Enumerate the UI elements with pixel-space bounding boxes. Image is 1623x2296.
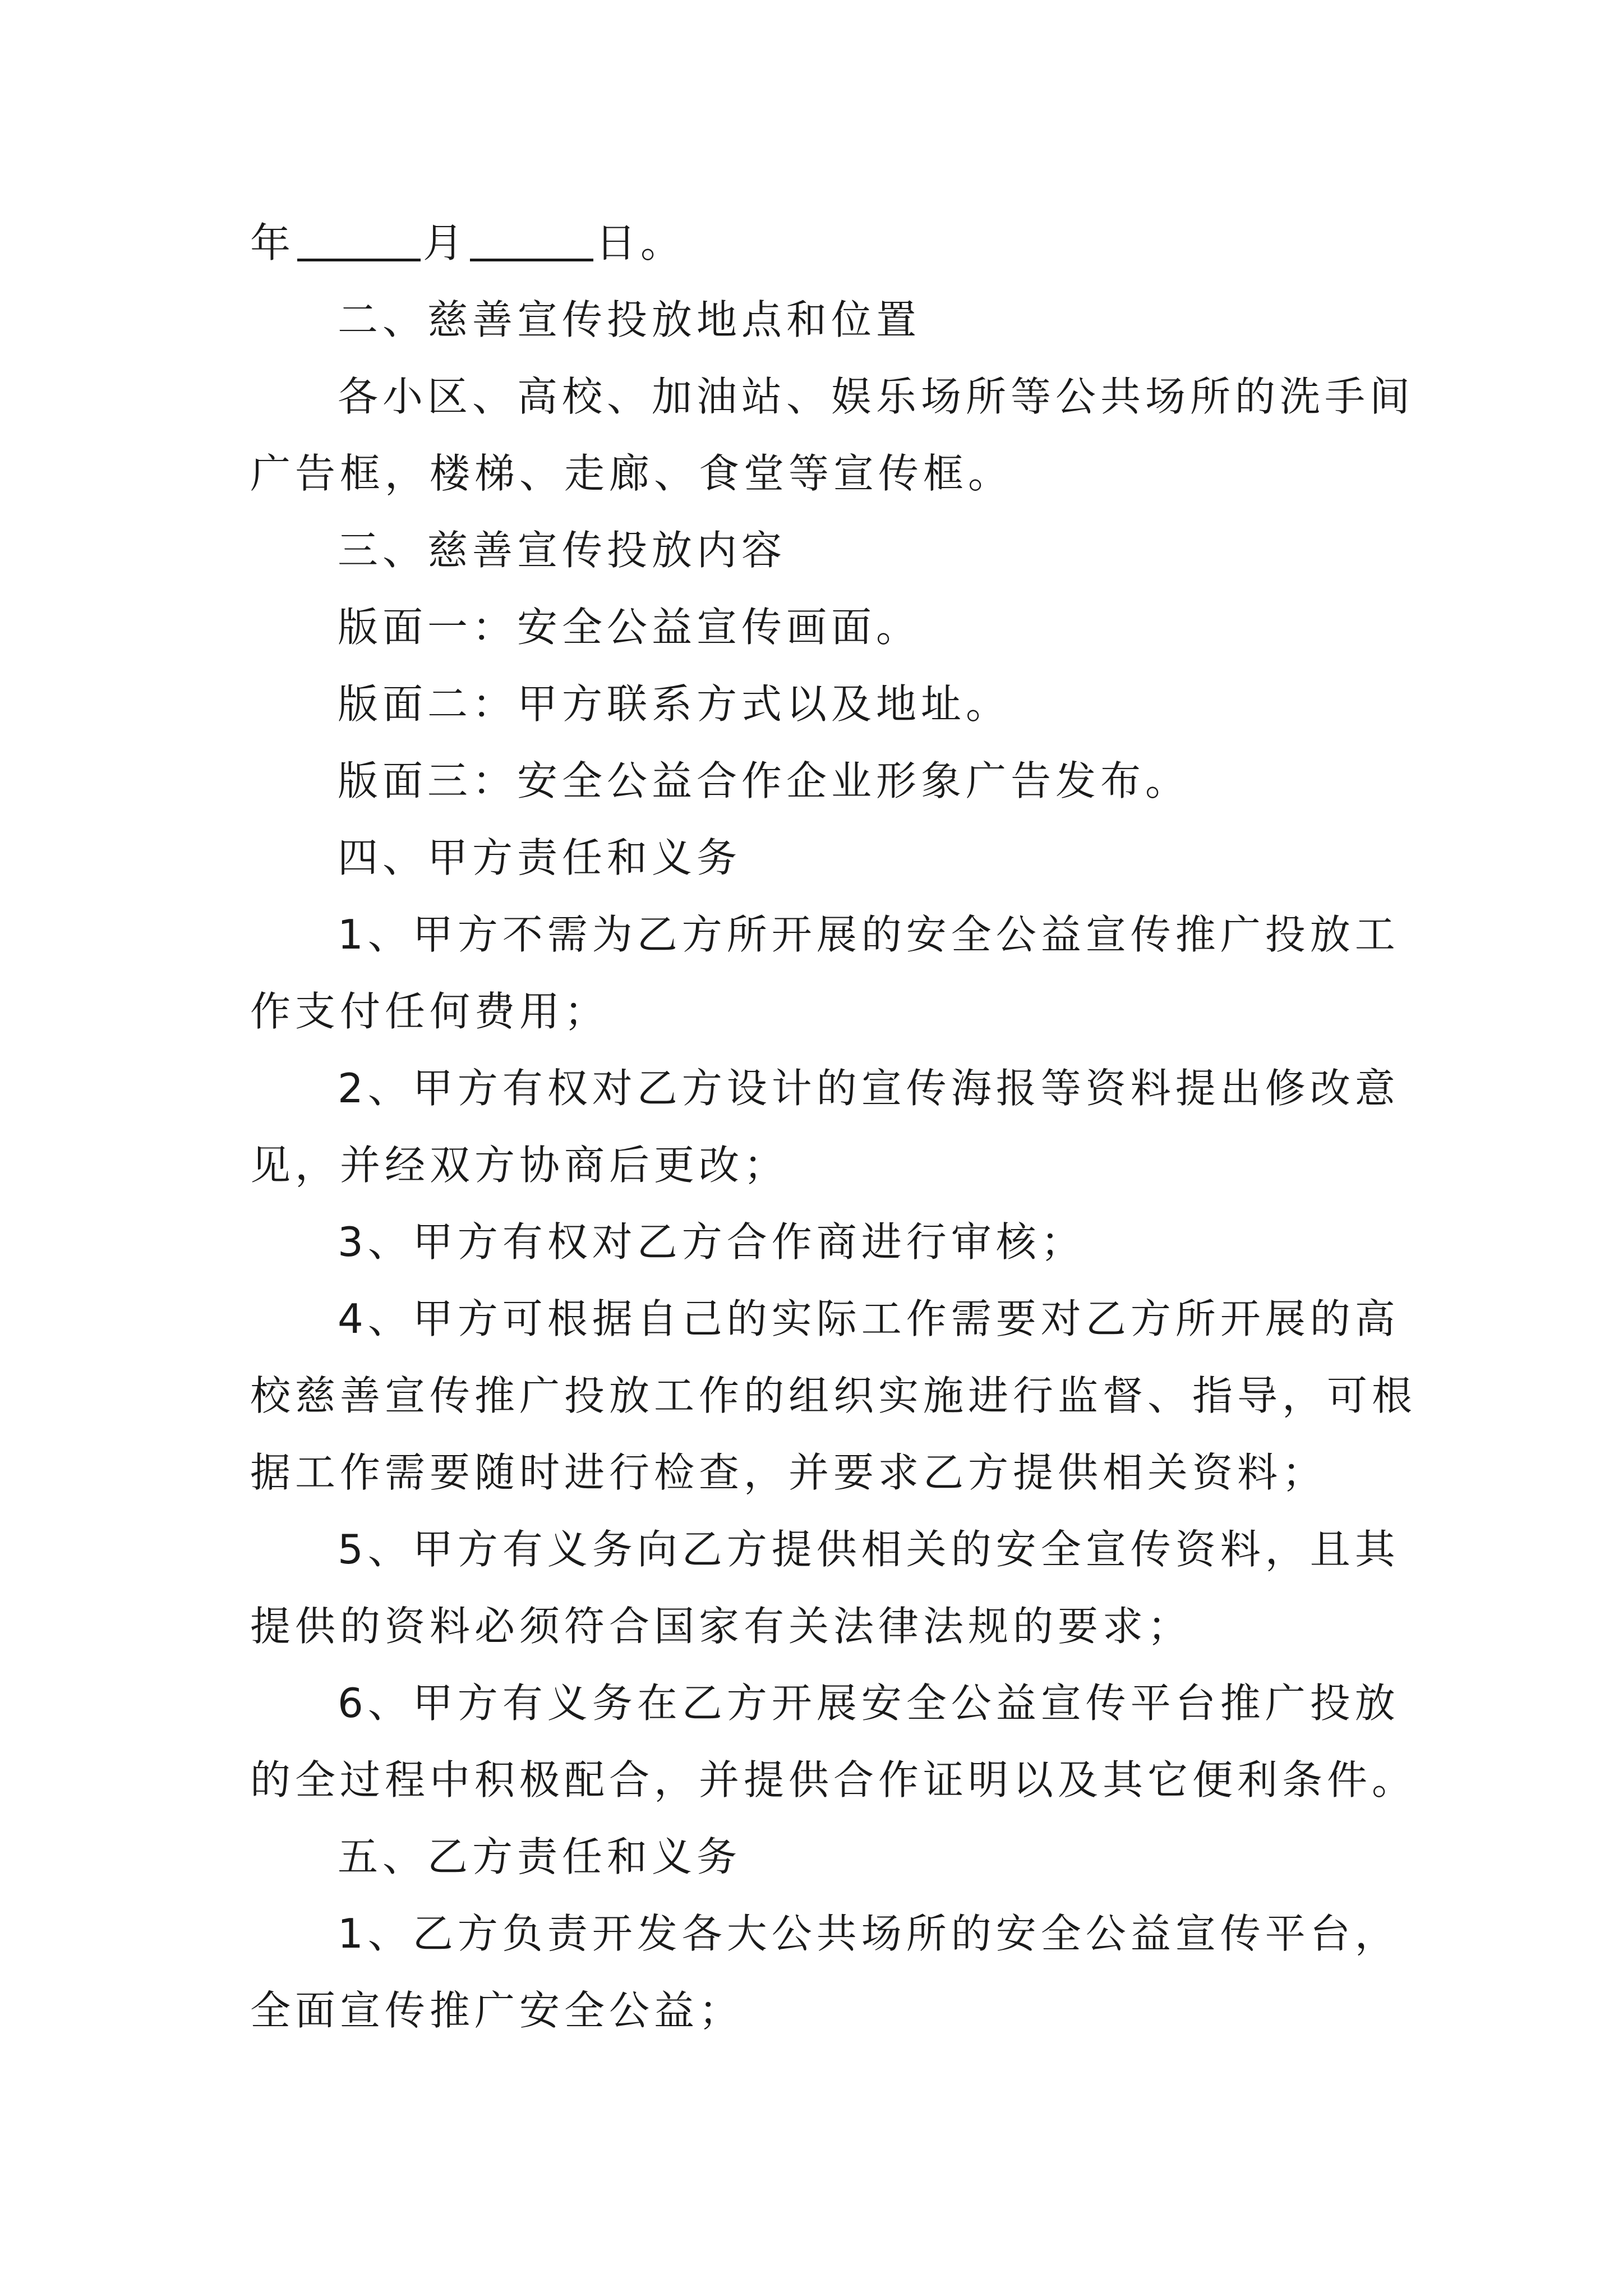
section-heading: 四、甲方责任和义务 — [338, 834, 742, 881]
paragraph-line: 见，并经双方协商后更改； — [250, 1142, 789, 1189]
month-blank — [297, 219, 421, 261]
paragraph-line: 3、甲方有权对乙方合作商进行审核； — [338, 1218, 1086, 1266]
paragraph-line: 作支付任何费用； — [250, 988, 610, 1035]
section-heading: 二、慈善宣传投放地点和位置 — [338, 296, 921, 343]
month-label: 月 — [423, 219, 468, 266]
paragraph-line: 2、甲方有权对乙方设计的宣传海报等资料提出修改意 — [338, 1065, 1400, 1112]
section-heading: 三、慈善宣传投放内容 — [338, 527, 787, 574]
paragraph-line: 的全过程中积极配合，并提供合作证明以及其它便利条件。 — [250, 1756, 1417, 1803]
paragraph-line: 1、甲方不需为乙方所开展的安全公益宣传推广投放工 — [338, 911, 1400, 958]
date-line — [250, 204, 685, 282]
paragraph-line: 5、甲方有义务向乙方提供相关的安全宣传资料，且其 — [338, 1526, 1400, 1573]
paragraph-line: 提供的资料必须符合国家有关法律法规的要求； — [250, 1603, 1193, 1650]
paragraph-line: 据工作需要随时进行检查，并要求乙方提供相关资料； — [250, 1449, 1327, 1496]
year-label: 年 — [250, 219, 296, 266]
day-label: 日。 — [596, 219, 686, 266]
paragraph-line: 1、乙方负责开发各大公共场所的安全公益宣传平台， — [338, 1910, 1400, 1957]
paragraph-line: 版面三：安全公益合作企业形象广告发布。 — [338, 757, 1191, 804]
paragraph-line: 版面一：安全公益宣传画面。 — [338, 604, 921, 651]
paragraph-line: 版面二：甲方联系方式以及地址。 — [338, 680, 1011, 728]
paragraph-line: 全面宣传推广安全公益； — [250, 1987, 744, 2034]
paragraph-line: 各小区、高校、加油站、娱乐场所等公共场所的洗手间 — [338, 373, 1415, 420]
day-blank — [470, 219, 593, 261]
paragraph-line: 校慈善宣传推广投放工作的组织实施进行监督、指导，可根 — [250, 1372, 1417, 1419]
paragraph-line: 广告框，楼梯、走廊、食堂等宣传框。 — [250, 450, 1013, 497]
paragraph-line: 4、甲方可根据自己的实际工作需要对乙方所开展的高 — [338, 1295, 1400, 1342]
paragraph-line: 6、甲方有义务在乙方开展安全公益宣传平台推广投放 — [338, 1680, 1400, 1727]
section-heading: 五、乙方责任和义务 — [338, 1833, 742, 1880]
